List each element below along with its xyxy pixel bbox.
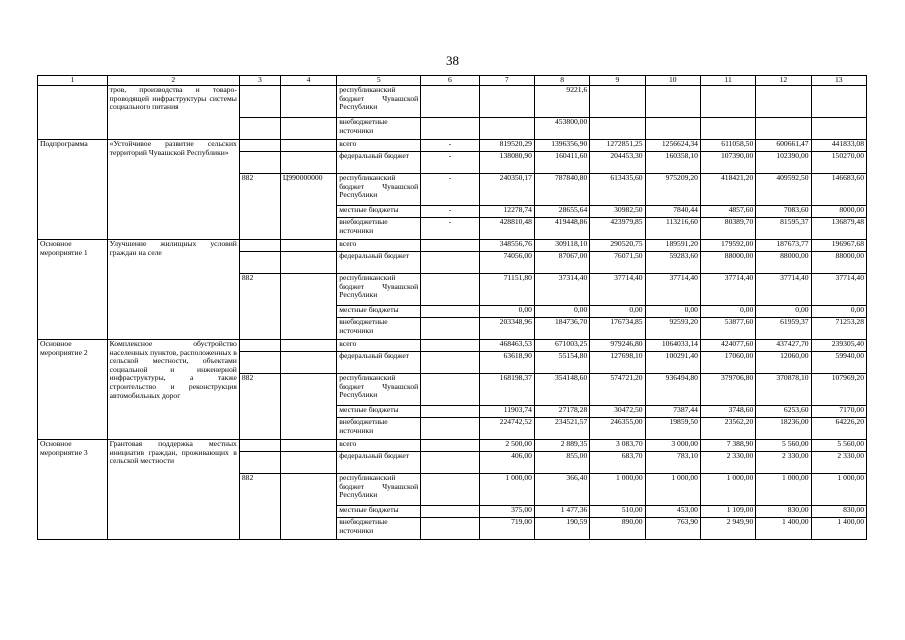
value-cell: 88000,00 [756,252,811,274]
value-cell: 0,00 [756,306,811,318]
code-cell [280,86,336,118]
value-cell: 37714,40 [700,274,755,306]
col6-cell [421,306,479,318]
value-cell: 3 083,70 [590,440,645,452]
col6-cell [421,274,479,306]
value-cell: 719,00 [479,518,534,540]
value-cell: 59283,60 [645,252,700,274]
value-cell: 2 330,00 [811,452,866,474]
value-cell: 1 400,00 [756,518,811,540]
value-cell: 600661,47 [756,140,811,152]
value-cell: 18236,00 [756,418,811,440]
value-cell: 100291,40 [645,352,700,374]
value-cell: 1 000,00 [756,474,811,506]
value-cell: 189591,20 [645,240,700,252]
value-cell: 204453,30 [590,152,645,174]
col6-cell [421,340,479,352]
table-row [38,140,867,152]
value-cell: 424077,60 [700,340,755,352]
source-cell: внебюджетные источники [337,318,421,340]
grbs-cell: 882 [239,474,280,540]
col6-cell [421,506,479,518]
code-cell [280,274,336,340]
grbs-cell [239,140,280,152]
value-cell: 12278,74 [479,206,534,218]
value-cell: 203348,96 [479,318,534,340]
value-cell: 290520,75 [590,240,645,252]
header-row [38,76,867,86]
value-cell: 138080,90 [479,152,534,174]
code-cell [280,474,336,540]
description-cell: Улучшение жилищных условий граждан на селе [107,240,239,340]
value-cell: 239305,40 [811,340,866,352]
value-cell: 348556,76 [479,240,534,252]
value-cell: 37714,40 [645,274,700,306]
col6-cell: - [421,152,479,174]
value-cell: 574721,20 [590,374,645,406]
code-cell: Ц990000000 [280,174,336,240]
value-cell: 510,00 [590,506,645,518]
value-cell [479,118,534,140]
code-cell [280,374,336,440]
value-cell: 783,10 [645,452,700,474]
header-cell: 3 [239,76,280,86]
value-cell [811,86,866,118]
col6-cell [421,374,479,406]
grbs-cell [239,86,280,118]
grbs-cell: 882 [239,174,280,240]
value-cell: 830,00 [811,506,866,518]
value-cell: 1 000,00 [700,474,755,506]
value-cell: 1 109,00 [700,506,755,518]
value-cell: 611058,50 [700,140,755,152]
value-cell [700,86,755,118]
value-cell: 12060,00 [756,352,811,374]
source-cell: республиканский бюджет Чувашской Республики [337,174,421,206]
value-cell: 53877,60 [700,318,755,340]
value-cell: 23562,20 [700,418,755,440]
grbs-cell [239,452,280,474]
value-cell: 30982,50 [590,206,645,218]
value-cell: 146683,60 [811,174,866,206]
value-cell: 234521,57 [534,418,589,440]
source-cell: федеральный бюджет [337,252,421,274]
value-cell: 81595,37 [756,218,811,240]
value-cell: 7840,44 [645,206,700,218]
source-cell: внебюджетные источники [337,118,421,140]
value-cell: 7083,60 [756,206,811,218]
value-cell: 196967,68 [811,240,866,252]
value-cell: 406,00 [479,452,534,474]
code-cell [280,452,336,474]
value-cell: 7387,44 [645,406,700,418]
col6-cell: - [421,206,479,218]
value-cell: 0,00 [700,306,755,318]
value-cell: 468463,53 [479,340,534,352]
value-cell: 437427,70 [756,340,811,352]
col6-cell [421,240,479,252]
value-cell: 102390,00 [756,152,811,174]
value-cell: 1 000,00 [645,474,700,506]
value-cell: 17060,00 [700,352,755,374]
value-cell: 107390,00 [700,152,755,174]
table-row [38,340,867,352]
value-cell: 240350,17 [479,174,534,206]
source-cell: местные бюджеты [337,206,421,218]
col6-cell: - [421,174,479,206]
value-cell: 6253,60 [756,406,811,418]
header-cell: 1 [38,76,108,86]
value-cell: 107969,20 [811,374,866,406]
value-cell: 2 949,90 [700,518,755,540]
col6-cell [421,352,479,374]
value-cell: 309118,10 [534,240,589,252]
value-cell: 370878,10 [756,374,811,406]
source-cell: федеральный бюджет [337,352,421,374]
description-cell: тров, производства и товаро-проводящей инфраструктуры системы социального питания [107,86,239,140]
grbs-cell [239,340,280,352]
value-cell [590,86,645,118]
block-label-cell: Основное мероприятие 2 [38,340,108,440]
value-cell: 819520,29 [479,140,534,152]
value-cell: 71253,28 [811,318,866,340]
grbs-cell [239,118,280,140]
value-cell: 366,40 [534,474,589,506]
header-cell: 10 [645,76,700,86]
value-cell: 88000,00 [700,252,755,274]
value-cell: 168198,37 [479,374,534,406]
value-cell: 441833,08 [811,140,866,152]
value-cell: 975209,20 [645,174,700,206]
header-cell: 2 [107,76,239,86]
value-cell [756,118,811,140]
source-cell: республиканский бюджет Чувашской Республики [337,86,421,118]
header-cell: 12 [756,76,811,86]
grbs-cell [239,352,280,374]
col6-cell [421,474,479,506]
value-cell: 63618,90 [479,352,534,374]
value-cell: 671003,25 [534,340,589,352]
value-cell: 28655,64 [534,206,589,218]
col6-cell: - [421,218,479,240]
value-cell: 613435,60 [590,174,645,206]
block-label-cell: Основное мероприятие 1 [38,240,108,340]
value-cell: 0,00 [811,306,866,318]
value-cell: 1 400,00 [811,518,866,540]
value-cell: 5 560,00 [756,440,811,452]
block-label-cell: Подпрограмма [38,140,108,240]
source-cell: всего [337,240,421,252]
value-cell: 7 388,90 [700,440,755,452]
value-cell: 1 477,36 [534,506,589,518]
source-cell: местные бюджеты [337,406,421,418]
value-cell: 76071,50 [590,252,645,274]
source-cell: федеральный бюджет [337,452,421,474]
source-cell: местные бюджеты [337,306,421,318]
col6-cell [421,518,479,540]
value-cell: 453800,00 [534,118,589,140]
value-cell [811,118,866,140]
value-cell: 184736,70 [534,318,589,340]
value-cell: 92593,20 [645,318,700,340]
value-cell: 187673,77 [756,240,811,252]
table-row [38,440,867,452]
value-cell: 428810,48 [479,218,534,240]
code-cell [280,252,336,274]
code-cell [280,152,336,174]
value-cell: 375,00 [479,506,534,518]
value-cell: 64226,20 [811,418,866,440]
value-cell: 8000,00 [811,206,866,218]
value-cell: 5 560,00 [811,440,866,452]
value-cell [700,118,755,140]
header-cell: 9 [590,76,645,86]
source-cell: всего [337,340,421,352]
source-cell: внебюджетные источники [337,518,421,540]
header-cell: 5 [337,76,421,86]
value-cell: 683,70 [590,452,645,474]
table-row [38,240,867,252]
value-cell: 855,00 [534,452,589,474]
value-cell: 37714,40 [811,274,866,306]
value-cell: 87067,00 [534,252,589,274]
value-cell: 224742,52 [479,418,534,440]
table-body [38,76,867,540]
value-cell: 409592,50 [756,174,811,206]
value-cell: 1256624,34 [645,140,700,152]
table-row [38,86,867,118]
value-cell: 190,59 [534,518,589,540]
value-cell: 2 889,35 [534,440,589,452]
header-cell: 4 [280,76,336,86]
col6-cell [421,406,479,418]
col6-cell [421,118,479,140]
value-cell: 80389,70 [700,218,755,240]
header-cell: 8 [534,76,589,86]
value-cell [479,86,534,118]
value-cell: 4857,60 [700,206,755,218]
header-cell: 6 [421,76,479,86]
value-cell: 59940,00 [811,352,866,374]
code-cell [280,340,336,352]
header-cell: 13 [811,76,866,86]
source-cell: внебюджетные источники [337,418,421,440]
value-cell: 19859,50 [645,418,700,440]
code-cell [280,440,336,452]
value-cell: 354148,60 [534,374,589,406]
value-cell: 0,00 [479,306,534,318]
source-cell: всего [337,140,421,152]
source-cell: республиканский бюджет Чувашской Республики [337,274,421,306]
value-cell: 763,90 [645,518,700,540]
col6-cell [421,252,479,274]
value-cell [590,118,645,140]
value-cell: 55154,80 [534,352,589,374]
source-cell: местные бюджеты [337,506,421,518]
header-cell: 11 [700,76,755,86]
source-cell: республиканский бюджет Чувашской Республики [337,374,421,406]
value-cell: 2 330,00 [700,452,755,474]
value-cell: 30472,50 [590,406,645,418]
value-cell: 418421,20 [700,174,755,206]
value-cell: 160358,10 [645,152,700,174]
value-cell: 113216,60 [645,218,700,240]
value-cell: 3 000,00 [645,440,700,452]
value-cell: 2 500,00 [479,440,534,452]
grbs-cell [239,152,280,174]
description-cell: Грантовая поддержка местных инициатив граждан, проживающих в сельской местности [107,440,239,540]
label-cell [38,86,108,140]
grbs-cell [239,240,280,252]
page-number: 38 [446,53,459,68]
value-cell: 0,00 [590,306,645,318]
code-cell [280,140,336,152]
value-cell: 379706,80 [700,374,755,406]
value-cell: 37714,40 [590,274,645,306]
value-cell: 127698,10 [590,352,645,374]
value-cell: 136879,48 [811,218,866,240]
source-cell: всего [337,440,421,452]
code-cell [280,118,336,140]
value-cell [645,86,700,118]
grbs-cell [239,252,280,274]
value-cell: 88000,00 [811,252,866,274]
value-cell: 787840,80 [534,174,589,206]
grbs-cell [239,440,280,452]
col6-cell [421,86,479,118]
value-cell: 1064033,14 [645,340,700,352]
col6-cell [421,440,479,452]
col6-cell [421,452,479,474]
value-cell: 936494,80 [645,374,700,406]
value-cell: 419448,86 [534,218,589,240]
code-cell [280,240,336,252]
value-cell: 150270,00 [811,152,866,174]
value-cell: 176734,85 [590,318,645,340]
value-cell: 37714,40 [756,274,811,306]
grbs-cell: 882 [239,374,280,440]
source-cell: федеральный бюджет [337,152,421,174]
description-cell: «Устойчивое развитие сельских территорий Чувашской Республики» [107,140,239,240]
value-cell: 246355,00 [590,418,645,440]
header-cell: 7 [479,76,534,86]
value-cell [756,86,811,118]
grbs-cell: 882 [239,274,280,340]
source-cell: внебюджетные источники [337,218,421,240]
col6-cell [421,318,479,340]
value-cell: 3748,60 [700,406,755,418]
value-cell: 71151,80 [479,274,534,306]
code-cell [280,352,336,374]
value-cell: 1396356,90 [534,140,589,152]
value-cell: 160411,60 [534,152,589,174]
value-cell: 7170,00 [811,406,866,418]
value-cell: 1 000,00 [479,474,534,506]
value-cell: 1 000,00 [811,474,866,506]
value-cell: 979246,80 [590,340,645,352]
value-cell: 830,00 [756,506,811,518]
value-cell: 0,00 [534,306,589,318]
value-cell: 0,00 [645,306,700,318]
value-cell: 9221,6 [534,86,589,118]
description-cell: Комплексное обустройство населенных пунктов, расположенных в сельской местности, объектами социальной и инженерной инфраструктуры, а также строительство и реконструкция автомобильных дорог [107,340,239,440]
value-cell: 179592,00 [700,240,755,252]
source-cell: республиканский бюджет Чувашской Республики [337,474,421,506]
value-cell: 27178,28 [534,406,589,418]
value-cell: 11903,74 [479,406,534,418]
col6-cell [421,418,479,440]
block-label-cell: Основное мероприятие 3 [38,440,108,540]
value-cell: 61959,37 [756,318,811,340]
value-cell: 890,00 [590,518,645,540]
value-cell: 74056,00 [479,252,534,274]
value-cell: 1 000,00 [590,474,645,506]
budget-table [37,75,867,540]
col6-cell: - [421,140,479,152]
value-cell [645,118,700,140]
value-cell: 1272851,25 [590,140,645,152]
value-cell: 2 330,00 [756,452,811,474]
value-cell: 453,00 [645,506,700,518]
value-cell: 423979,85 [590,218,645,240]
value-cell: 37314,40 [534,274,589,306]
